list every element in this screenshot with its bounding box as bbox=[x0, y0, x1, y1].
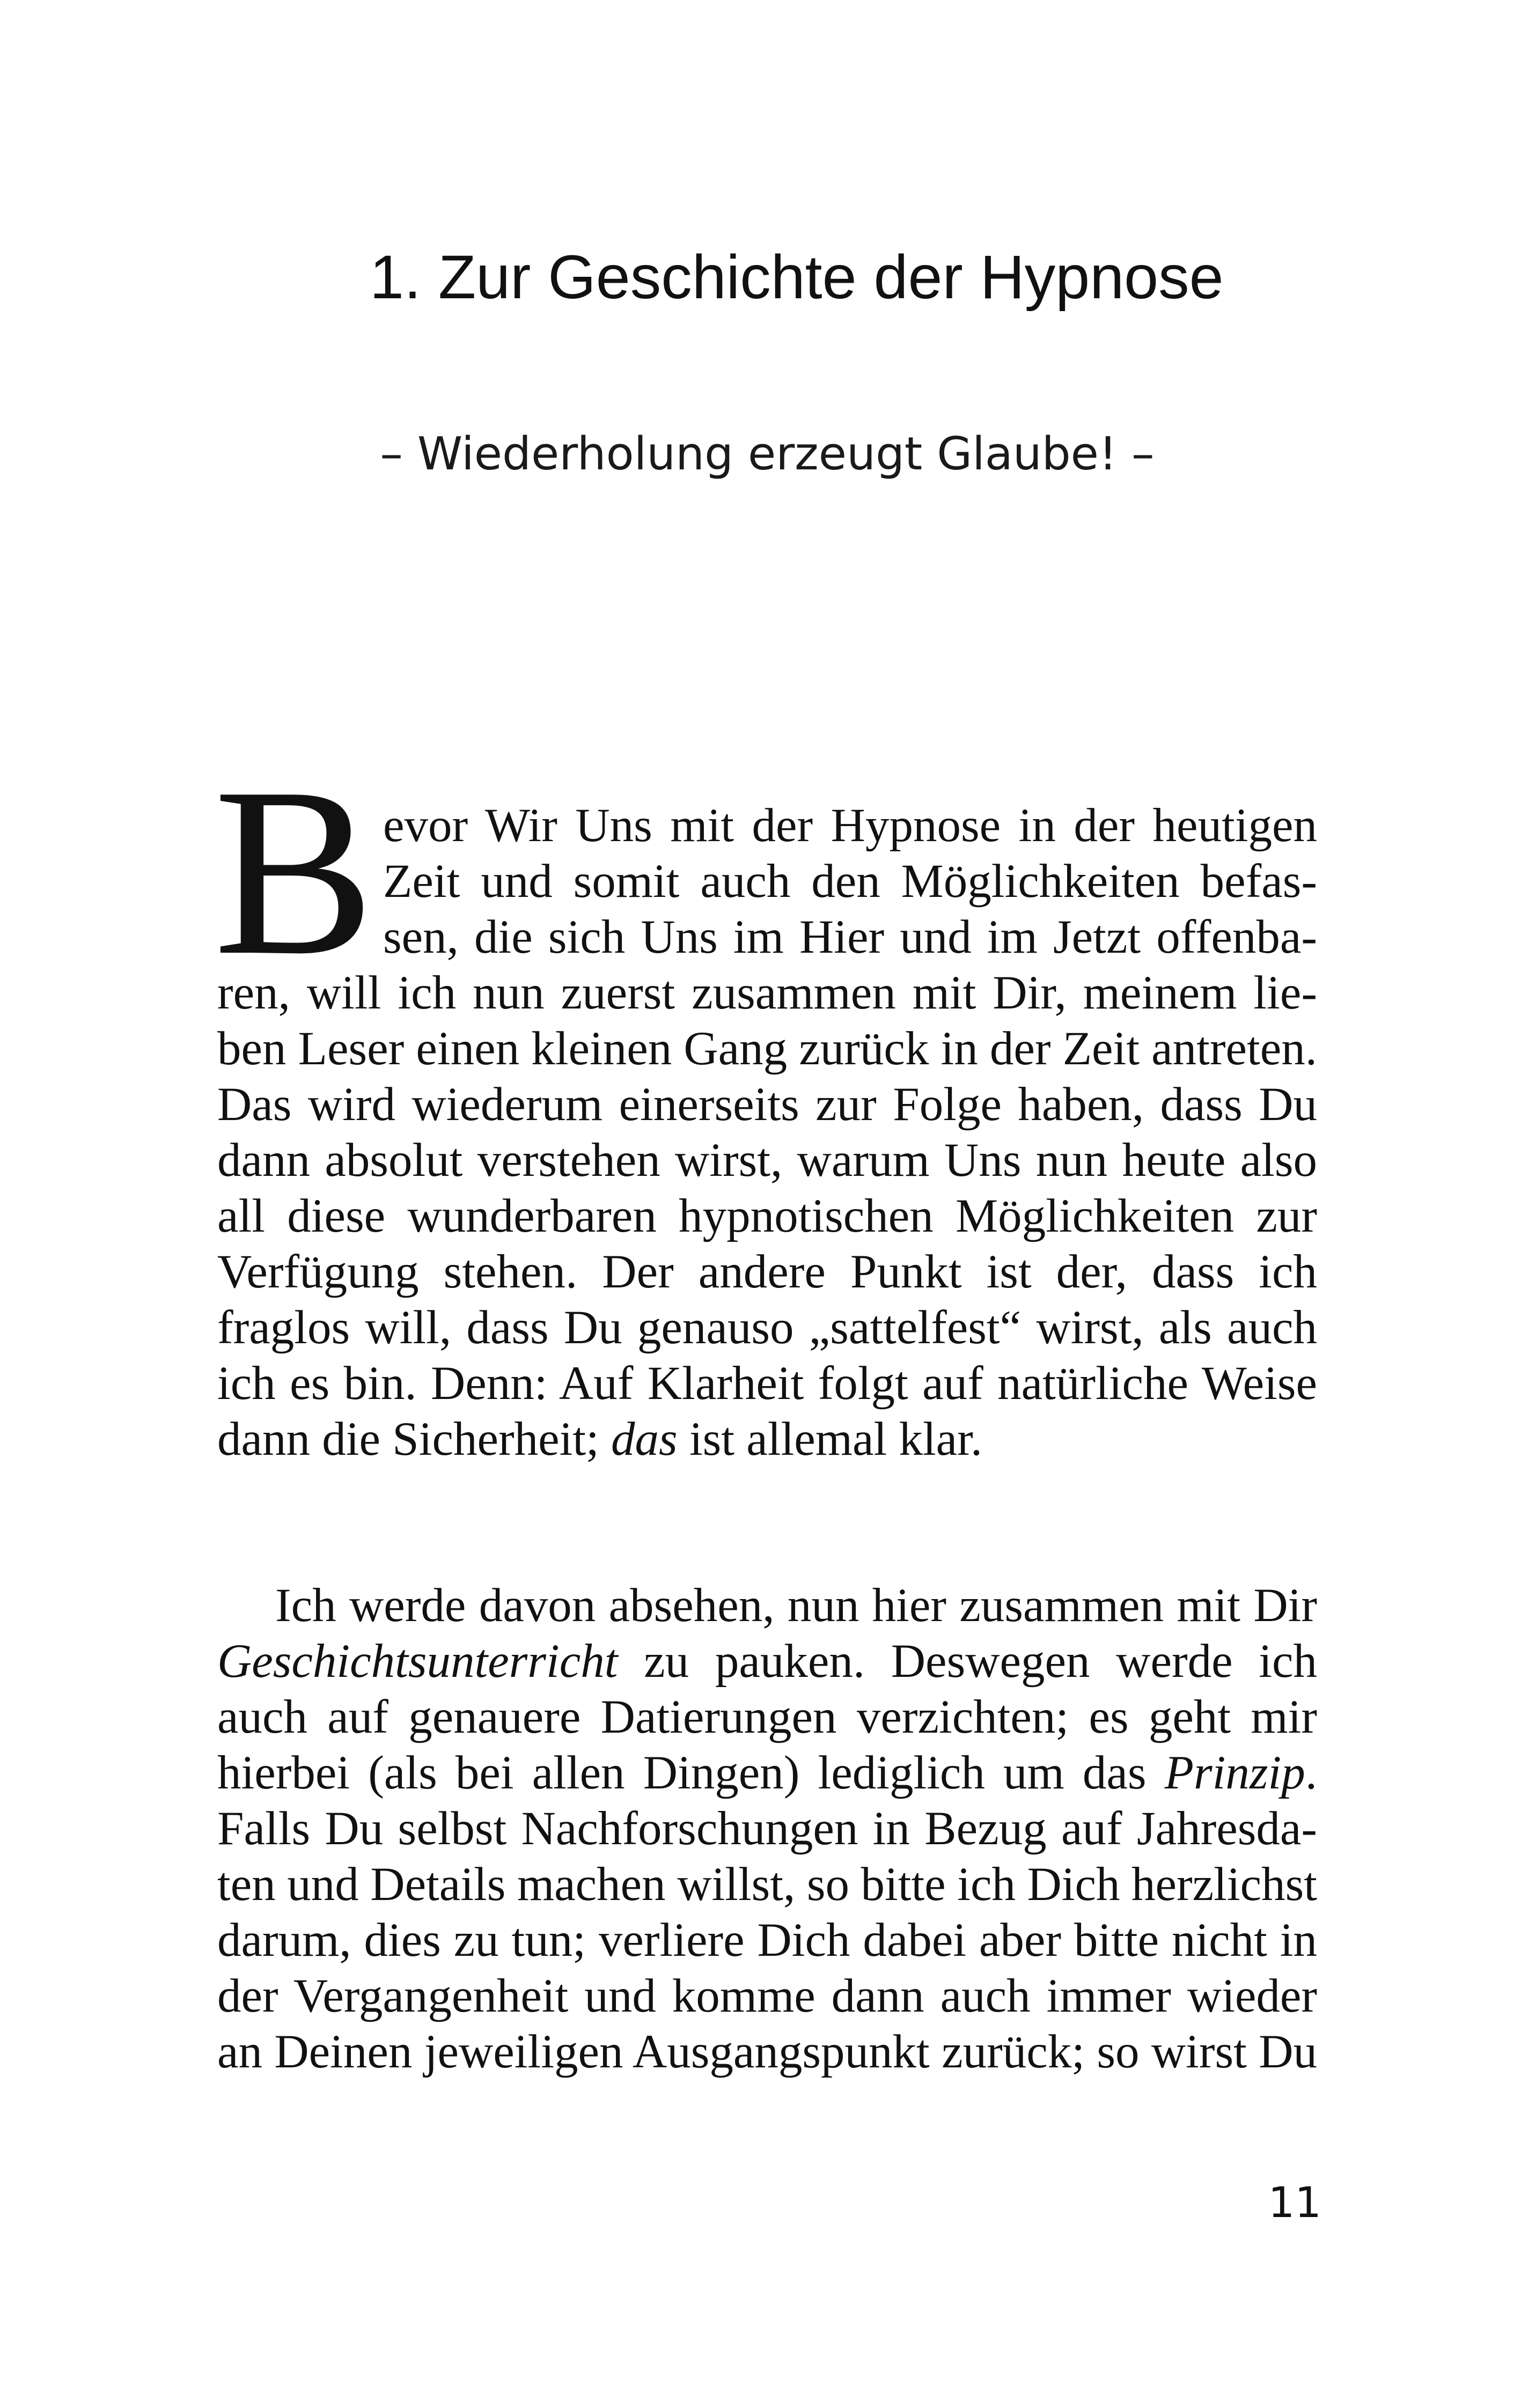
text-line: ich es bin. Denn: Auf Klarheit folgt auf natürliche Weise bbox=[217, 1357, 1317, 1410]
paragraph-1 bbox=[217, 798, 1317, 1467]
text-line: Falls Du selbst Nachforschungen in Bezug auf Jahresda- bbox=[217, 1802, 1317, 1855]
text-line: sen, die sich Uns im Hier und im Jetzt offenba- bbox=[383, 911, 1317, 963]
text-line: evor Wir Uns mit der Hypnose in der heutigen bbox=[383, 799, 1317, 852]
text-line: fraglos will, dass Du genauso „sattelfest“ wirst, als auch bbox=[217, 1301, 1317, 1354]
paragraph-2 bbox=[217, 1578, 1317, 2080]
text-line: auch auf genauere Datierungen verzichten; es geht mir bbox=[217, 1691, 1317, 1743]
text-line: Zeit und somit auch den Möglichkeiten befas- bbox=[383, 855, 1317, 908]
text-line: Das wird wiederum einerseits zur Folge haben, dass Du bbox=[217, 1078, 1317, 1131]
emphasis: Geschichtsunterricht bbox=[217, 1635, 618, 1688]
text-line bbox=[217, 1633, 1317, 1689]
text-line: ben Leser einen kleinen Gang zurück in der Zeit antreten. bbox=[217, 1022, 1317, 1075]
chapter-motto: – Wiederholung erzeugt Glaube! – bbox=[380, 428, 1155, 481]
emphasis: Prinzip bbox=[1164, 1747, 1305, 1799]
text-line: dann absolut verstehen wirst, warum Uns nun heute also bbox=[217, 1134, 1317, 1187]
text-line: der Vergangenheit und komme dann auch immer wieder bbox=[217, 1970, 1317, 2022]
text-line: ten und Details machen willst, so bitte ich Dich herzlichst bbox=[217, 1858, 1317, 1911]
text-run: dann die Sicherheit; bbox=[217, 1413, 612, 1466]
text-run: . bbox=[1305, 1747, 1317, 1799]
text-line bbox=[217, 1411, 1317, 1467]
chapter-title: 1. Zur Geschichte der Hypnose bbox=[370, 243, 1224, 312]
page-number: 11 bbox=[1268, 2179, 1321, 2227]
text-line: all diese wunderbaren hypnotischen Möglichkeiten zur bbox=[217, 1190, 1317, 1242]
text-line: ren, will ich nun zuerst zusammen mit Dir, meinem lie- bbox=[217, 967, 1317, 1019]
text-run: hierbei (als bei allen Dingen) lediglich um das bbox=[217, 1747, 1165, 1799]
emphasis: das bbox=[611, 1413, 678, 1466]
text-line: an Deinen jeweiligen Ausgangspunkt zurück; so wirst Du bbox=[217, 2026, 1317, 2078]
text-run: ist allemal klar. bbox=[677, 1413, 983, 1466]
drop-cap: B bbox=[214, 738, 375, 1005]
text-line: Verfügung stehen. Der andere Punkt ist der, dass ich bbox=[217, 1246, 1317, 1298]
text-run: zu pauken. Deswegen werde ich bbox=[618, 1635, 1317, 1688]
text-line bbox=[217, 1745, 1317, 1801]
text-line: Ich werde davon absehen, nun hier zusammen mit Dir bbox=[275, 1579, 1317, 1632]
text-line: darum, dies zu tun; verliere Dich dabei aber bitte nicht in bbox=[217, 1914, 1317, 1967]
